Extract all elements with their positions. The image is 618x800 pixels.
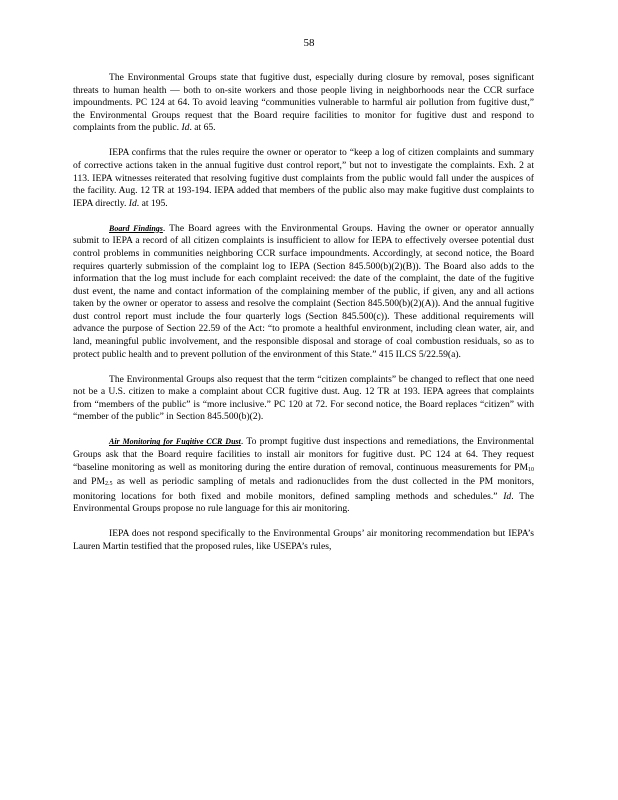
paragraph-air-monitoring — [73, 436, 534, 516]
citation-id: Id — [128, 197, 137, 209]
paragraph-text: IEPA confirms that the rules require the owner or operator to “keep a log of citizen complaints and summary of corrective actions taken in the annual fugitive dust control report,” but not to investigate the complaints. Exh. 2 at 113. IEPA witnesses reiterated that resolving fugitive dust complaints from the public would fall under the auspices of the facility. Aug. 12 TR at 193-194. IEPA added that members of the public also may make fugitive dust complaints to IEPA directly. — [73, 147, 534, 209]
page-number: 58 — [303, 37, 315, 49]
heading-board-findings: Board Findings — [109, 223, 163, 233]
paragraph-text: . The Board agrees with the Environmental Groups. Having the owner or operator annually submit to IEPA a record of all citizen complaints is insufficient to allow for IEPA to effectively oversee potential dust control problems in communities neighboring CCR surface impoundments. Accordingly, at second notice, the Board requires quarterly submission of the complaint log to IEPA (Section 845.500(b)(2)(B)). The Board also adds to the information that the log must include for each complaint received: the date of the complaint, the date of the fugitive dust event, the name and contact information of the complaining member of the public, if given, any and all actions taken by the owner or operator to assess and resolve the complaint (Section 845.500(b)(2)(A)). And the annual fugitive dust control report must include the four quarterly logs (Section 845.500(c)). These additional requirements will advance the purpose of Section 22.59 of the Act: “to promote a healthful environment, including clean water, air, and land, meaningful public involvement, and the responsible disposal and storage of coal combustion residuals, so as to protect public health and to prevent pollution of the environment of this State.” 415 ILCS 5/22.59(a). — [73, 222, 534, 360]
paragraph-tail: . The Environmental Groups propose no rule language for this air monitoring. — [73, 490, 534, 515]
paragraph-tail: . at 65. — [189, 122, 216, 134]
subscript-pm10: 10 — [528, 466, 534, 473]
citation-id: Id — [181, 122, 190, 134]
paragraph-text: and PM — [73, 476, 106, 488]
paragraph-tail: . at 195. — [136, 197, 168, 209]
citation-id: Id — [503, 490, 512, 502]
document-body — [73, 72, 534, 566]
paragraph-text: IEPA does not respond specifically to the Environmental Groups’ air monitoring recommendation but IEPA’s Lauren Martin testified that the proposed rules, like USEPA’s rules, — [73, 528, 534, 552]
paragraph-iepa-confirms — [73, 147, 534, 210]
subscript-pm25: 2.5 — [105, 481, 113, 488]
paragraph-text: The Environmental Groups also request that the term “citizen complaints” be changed to reflect that one need not be a U.S. citizen to make a complaint about CCR fugitive dust. Aug. 12 TR at 193. IEPA agrees that complaints from “members of the public” is “more inclusive.” PC 120 at 72. For second notice, the Board replaces “citizen” with “member of the public” in Section 845.500(b)(2). — [73, 373, 534, 423]
paragraph-iepa-response — [73, 528, 534, 553]
heading-air-monitoring: Air Monitoring for Fugitive CCR Dust — [109, 437, 241, 447]
paragraph-board-findings — [73, 223, 534, 362]
paragraph-text: . To prompt fugitive dust inspections and remediations, the Environmental Groups ask that the Board require facilities to install air monitors for fugitive dust. PC 124 at 64. They request “baseline monitoring as well as monitoring during the entire duration of removal, continuous measurements for PM — [73, 436, 534, 473]
paragraph-citizen-complaints — [73, 374, 534, 424]
paragraph-environmental-groups-dust — [73, 72, 534, 135]
paragraph-text: as well as periodic sampling of metals and radionuclides from the dust collected in the PM monitors, monitoring locations for both fixed and mobile monitors, defined sampling methods and schedules.” — [73, 476, 534, 502]
paragraph-text: The Environmental Groups state that fugitive dust, especially during closure by removal, poses significant threats to human health — both to on-site workers and those people living in neighborhoods near the CCR surface impoundments. PC 124 at 64. To avoid leaving “communities vulnerable to harmful air pollution from fugitive dust,” the Environmental Groups request that the Board require facilities to monitor for fugitive dust and respond to complaints from the public. — [73, 72, 534, 134]
